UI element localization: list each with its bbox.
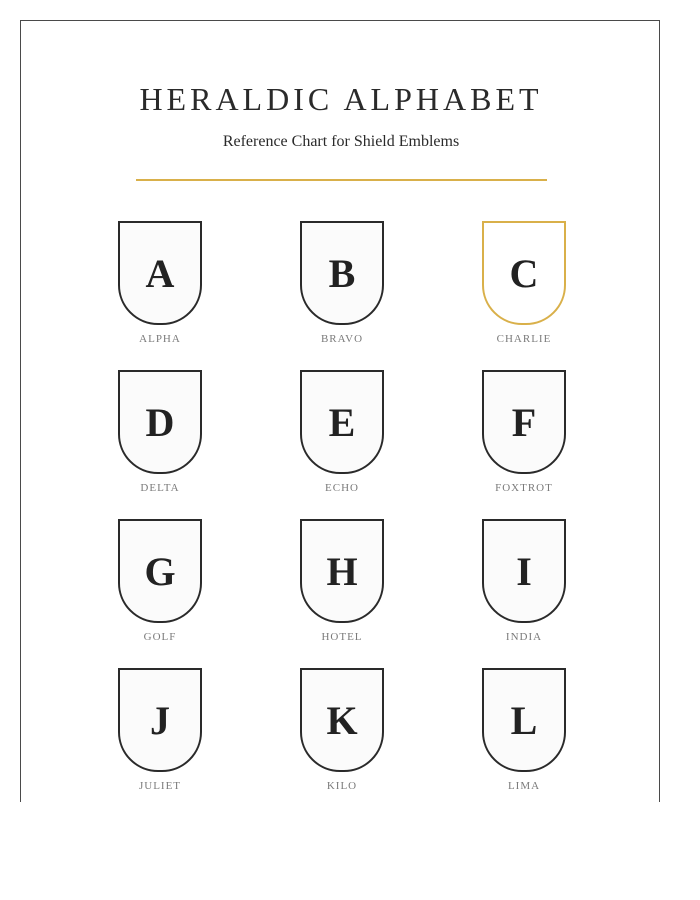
emblem-label: CHARLIE <box>496 333 552 345</box>
emblem-cell <box>282 221 402 351</box>
emblem-letter: I <box>516 549 532 594</box>
shield-icon <box>482 370 566 474</box>
shield-icon <box>118 519 202 623</box>
emblem-label: LIMA <box>507 780 541 792</box>
emblem-cell <box>282 370 402 500</box>
page-subtitle: Reference Chart for Shield Emblems <box>222 133 460 150</box>
emblem-letter: F <box>511 400 537 445</box>
shield-icon <box>300 519 384 623</box>
shield-icon <box>482 668 566 772</box>
emblem-letter: E <box>328 400 356 445</box>
emblem-label: DELTA <box>140 482 180 494</box>
emblem-cell <box>100 668 220 798</box>
shield-icon <box>300 370 384 474</box>
emblem-grid <box>21 21 661 803</box>
emblem-cell <box>282 519 402 649</box>
emblem-letter: K <box>326 698 358 743</box>
shield-icon <box>118 221 202 325</box>
shield-icon <box>482 221 566 325</box>
emblem-cell <box>464 370 584 500</box>
shield-icon <box>300 221 384 325</box>
emblem-cell <box>464 668 584 798</box>
emblem-letter: L <box>510 698 538 743</box>
emblem-cell <box>100 370 220 500</box>
emblem-label: KILO <box>326 780 358 792</box>
emblem-cell <box>464 519 584 649</box>
emblem-letter: D <box>145 400 175 445</box>
emblem-label: HOTEL <box>321 631 363 643</box>
emblem-cell <box>100 221 220 351</box>
emblem-cell <box>282 668 402 798</box>
emblem-letter: J <box>150 698 170 743</box>
emblem-letter: B <box>328 251 356 296</box>
shield-icon <box>300 668 384 772</box>
shield-icon <box>482 519 566 623</box>
emblem-letter: G <box>144 549 176 594</box>
page-title: HERALDIC ALPHABET <box>139 81 543 117</box>
emblem-cell <box>100 519 220 649</box>
emblem-label: INDIA <box>505 631 543 643</box>
shield-icon <box>118 668 202 772</box>
emblem-label: ALPHA <box>139 333 181 345</box>
emblem-letter: H <box>326 549 358 594</box>
chart-sheet <box>20 20 660 802</box>
emblem-label: ECHO <box>325 482 359 494</box>
emblem-label: GOLF <box>143 631 177 643</box>
emblem-label: BRAVO <box>320 333 364 345</box>
emblem-letter: A <box>145 251 175 296</box>
emblem-letter: C <box>509 251 539 296</box>
emblem-label: FOXTROT <box>495 482 553 494</box>
emblem-cell <box>464 221 584 351</box>
emblem-label: JULIET <box>138 780 182 792</box>
shield-icon <box>118 370 202 474</box>
